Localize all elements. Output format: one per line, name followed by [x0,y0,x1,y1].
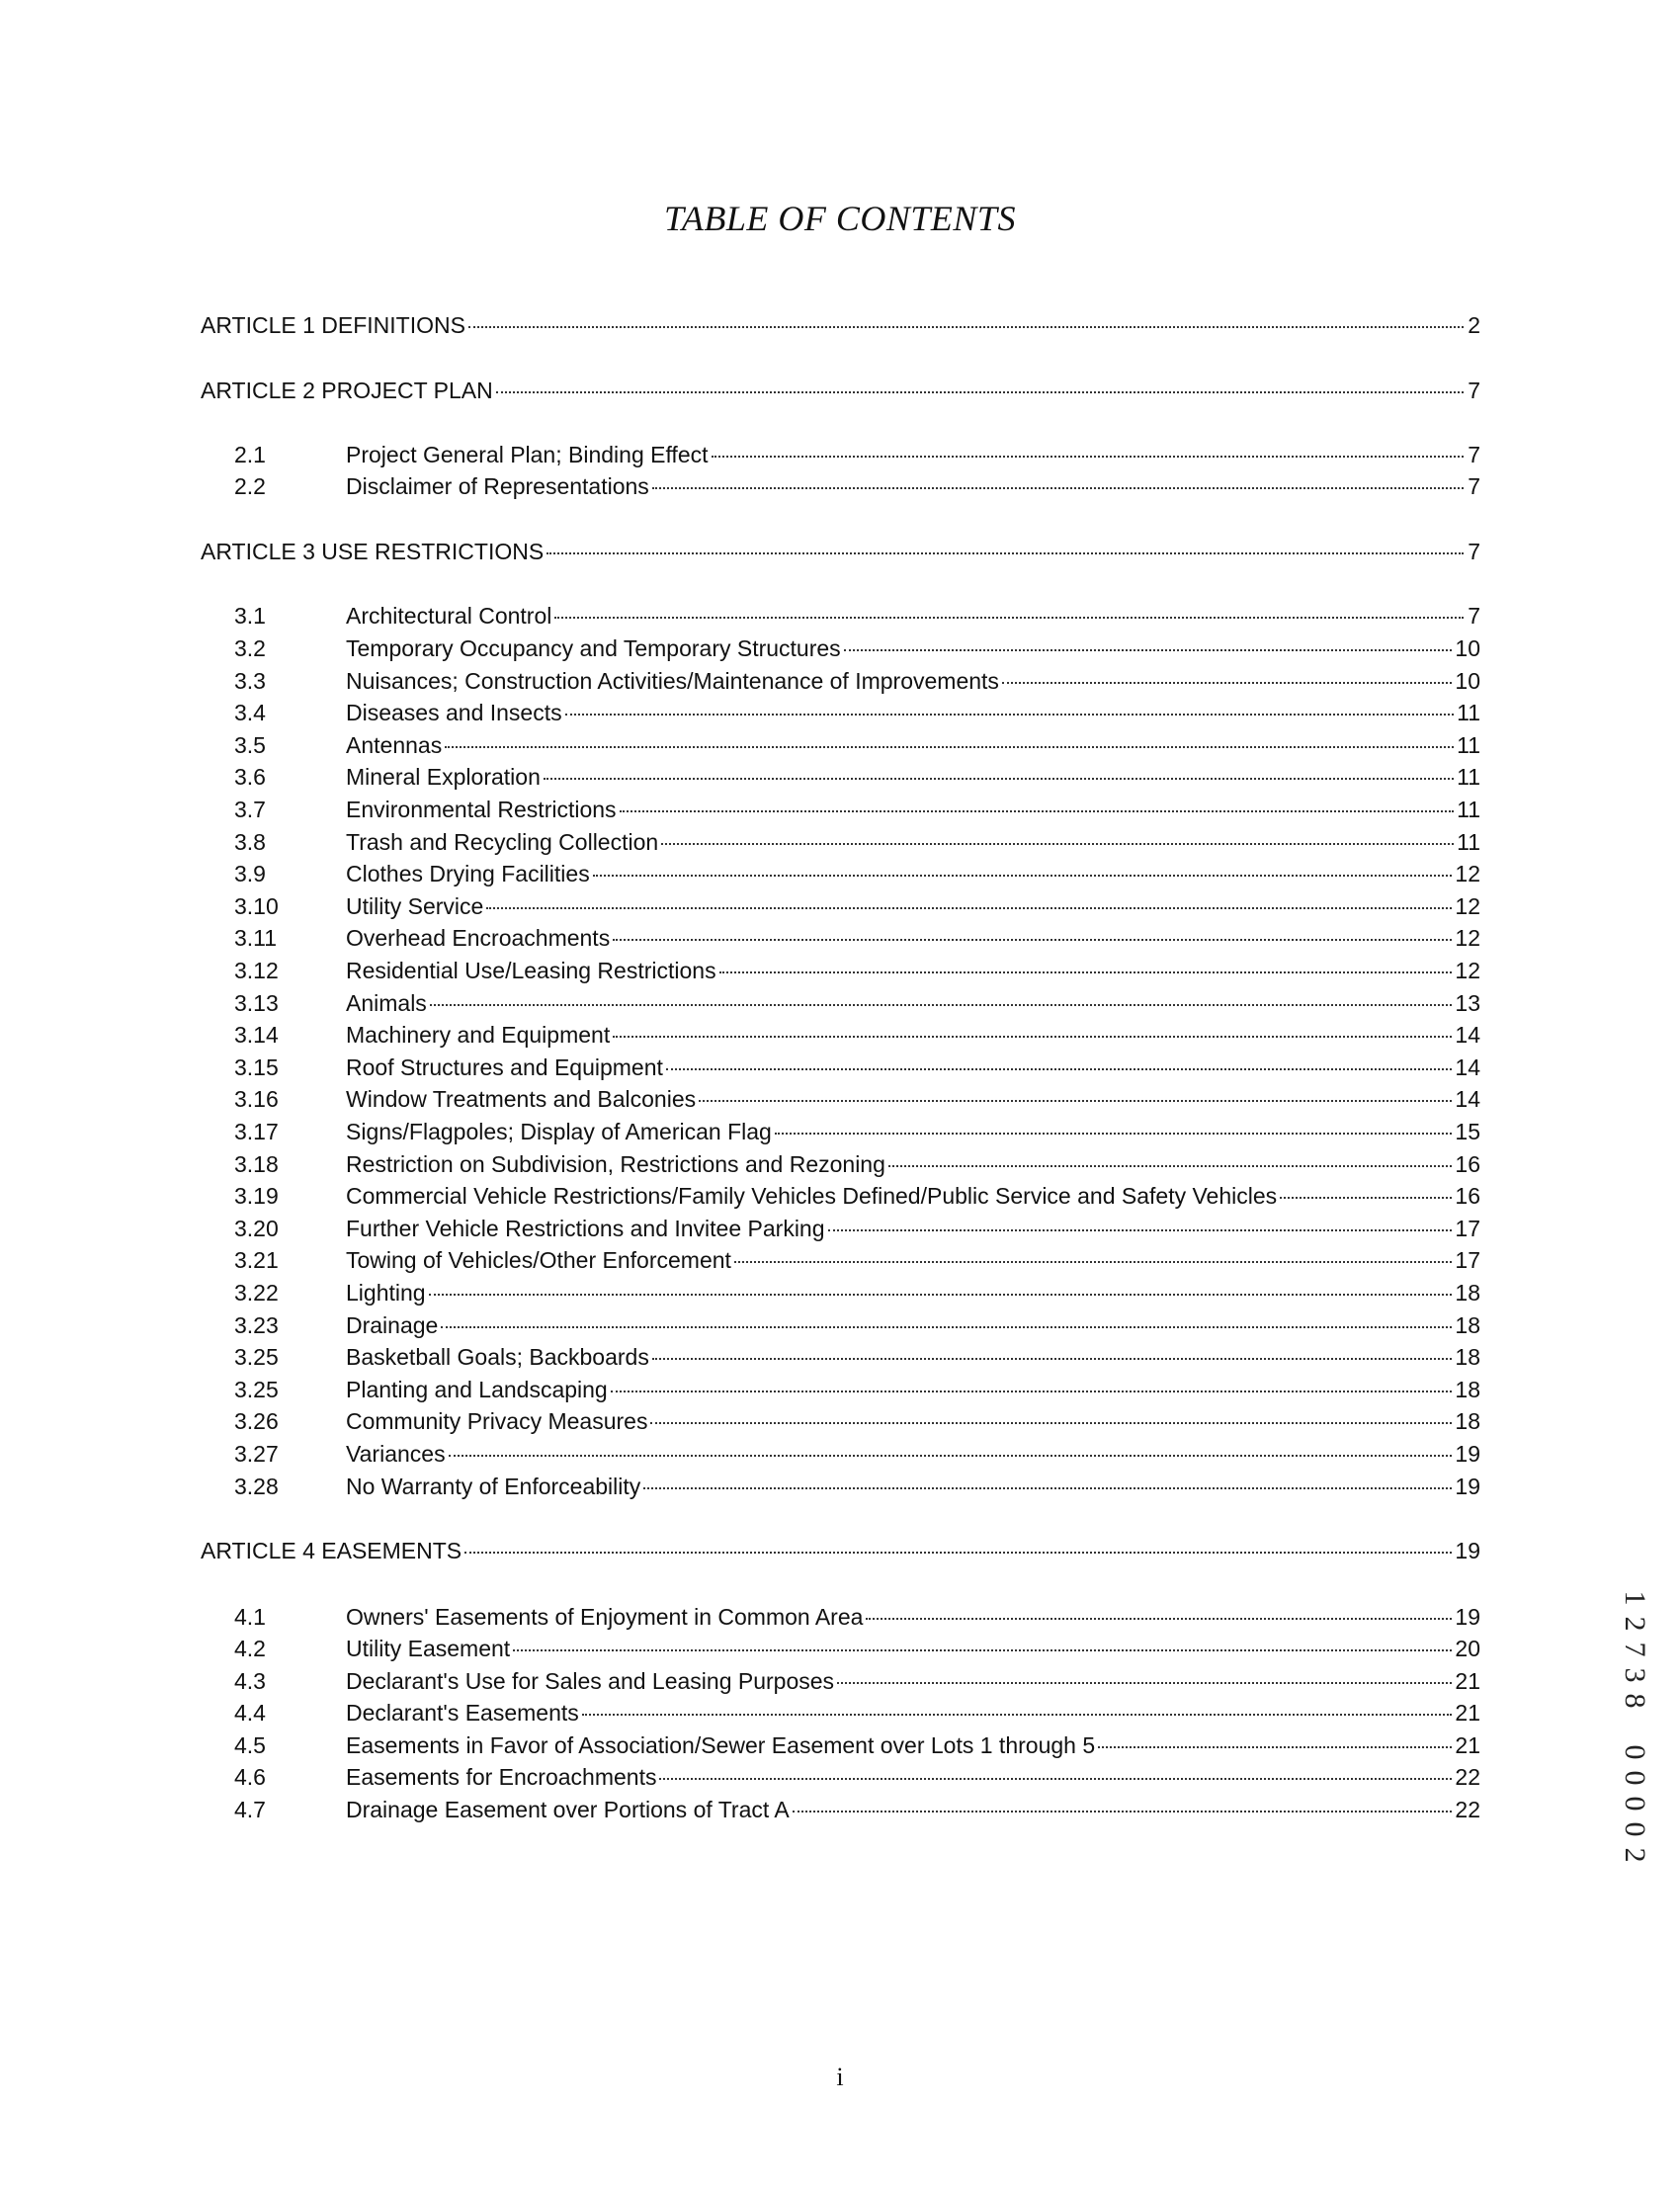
toc-section-number: 3.3 [234,668,266,694]
dot-leader [652,1358,1453,1360]
toc-entry [346,956,1480,985]
toc-label: Architectural Control [346,603,552,629]
toc-page-number: 14 [1455,1054,1480,1080]
toc-section-number: 2.2 [234,473,266,499]
dot-leader [441,1326,1452,1328]
toc-entry [346,1278,1480,1307]
toc-label: ARTICLE 1 DEFINITIONS [201,312,465,338]
toc-page-number: 7 [1468,378,1480,403]
dot-leader [613,1036,1452,1038]
dot-leader [712,456,1464,458]
toc-page-number: 7 [1468,539,1480,564]
toc-page-number: 22 [1455,1764,1480,1790]
toc-entry [346,698,1480,727]
toc-page-number: 20 [1455,1636,1480,1661]
page-number-footer: i [836,2063,844,2091]
toc-entry [346,1472,1480,1501]
dot-leader [486,907,1452,909]
toc-article-2 [0,376,1680,405]
dot-leader [496,391,1464,393]
stamp-digit: 1 [1619,1590,1651,1606]
dot-leader [661,843,1454,845]
dot-leader [554,617,1464,619]
toc-page-number: 19 [1455,1474,1480,1499]
dot-leader [544,778,1454,780]
dot-leader [1280,1197,1452,1199]
toc-section-number: 4.6 [234,1764,266,1790]
toc-page-number: 11 [1457,732,1480,758]
toc-label: Commercial Vehicle Restrictions/Family Vehicles Defined/Public Service and Safety Vehicles [346,1183,1278,1209]
toc-section-4-2 [0,1634,1680,1663]
toc-section-3-5 [0,730,1680,760]
dot-leader [650,1422,1452,1424]
toc-label: Drainage [346,1312,439,1338]
toc-entry [346,1375,1480,1404]
toc-section-3-18 [0,1149,1680,1179]
stamp-digit: 8 [1619,1693,1651,1709]
toc-section-number: 4.2 [234,1636,266,1661]
toc-page-number: 10 [1455,668,1480,694]
toc-entry [346,859,1480,888]
toc-label: Clothes Drying Facilities [346,861,590,886]
toc-section-3-16 [0,1084,1680,1114]
toc-section-4-3 [0,1666,1680,1696]
toc-section-number: 3.26 [234,1408,279,1434]
toc-article-1 [0,310,1680,340]
stamp-digit: 2 [1619,1847,1651,1863]
toc-section-number: 3.13 [234,990,279,1016]
toc-section-2-2 [0,471,1680,501]
toc-page-number: 19 [1455,1604,1480,1630]
stamp-digit: 2 [1619,1616,1651,1632]
toc-section-3-17 [0,1117,1680,1146]
toc-section-3-12 [0,956,1680,985]
toc-entry [346,1214,1480,1243]
toc-section-number: 3.25 [234,1344,279,1370]
toc-section-number: 3.1 [234,603,266,629]
toc-entry [346,1084,1480,1114]
toc-page-number: 21 [1455,1732,1480,1758]
toc-section-4-5 [0,1730,1680,1760]
toc-entry [346,1053,1480,1082]
toc-section-3-25-basketball [0,1342,1680,1372]
toc-label: Diseases and Insects [346,700,562,725]
toc-section-number: 3.5 [234,732,266,758]
dot-leader [659,1778,1452,1780]
toc-section-3-11 [0,923,1680,953]
toc-section-3-9 [0,859,1680,888]
toc-section-3-28 [0,1472,1680,1501]
toc-section-4-6 [0,1762,1680,1792]
toc-entry [346,1795,1480,1824]
toc-label: Owners' Easements of Enjoyment in Common Area [346,1604,864,1630]
toc-section-number: 3.14 [234,1022,279,1048]
toc-label: Planting and Landscaping [346,1377,608,1402]
toc-entry [346,1342,1480,1372]
toc-entry [346,730,1480,760]
dot-leader [620,810,1455,812]
toc-section-number: 3.9 [234,861,266,886]
dot-leader [449,1455,1453,1457]
stamp-digit: 7 [1619,1642,1651,1657]
toc-entry [346,762,1480,792]
toc-section-number: 3.22 [234,1280,279,1306]
toc-section-number: 4.1 [234,1604,266,1630]
toc-page-number: 10 [1455,635,1480,661]
toc-label: Lighting [346,1280,426,1306]
toc-page-number: 14 [1455,1086,1480,1112]
toc-section-3-20 [0,1214,1680,1243]
stamp-digit: 0 [1619,1744,1651,1760]
toc-page-number: 18 [1455,1377,1480,1402]
toc-entry [346,1020,1480,1050]
toc-label: Declarant's Use for Sales and Leasing Purposes [346,1668,835,1694]
toc-section-number: 3.11 [234,925,278,951]
toc-section-number: 3.23 [234,1312,279,1338]
toc-section-number: 3.4 [234,700,266,725]
dot-leader [429,1294,1453,1296]
toc-entry [346,1310,1480,1340]
toc-section-number: 2.1 [234,442,266,467]
toc-page-number: 11 [1457,764,1480,790]
dot-leader [611,1391,1453,1392]
toc-label: Machinery and Equipment [346,1022,611,1048]
toc-label: Variances [346,1441,446,1467]
toc-entry [346,1439,1480,1469]
toc-page-number: 2 [1468,312,1480,338]
toc-entry [346,795,1480,824]
toc-section-number: 3.15 [234,1054,279,1080]
toc-entry [346,633,1480,663]
dot-leader [513,1649,1452,1651]
toc-label: Disclaimer of Representations [346,473,649,499]
toc-section-number: 3.16 [234,1086,279,1112]
dot-leader [643,1487,1452,1489]
toc-label: Antennas [346,732,443,758]
toc-label: Mineral Exploration [346,764,541,790]
dot-leader [793,1811,1453,1813]
toc-section-3-3 [0,666,1680,696]
toc-label: Environmental Restrictions [346,797,617,822]
stamp-digit: 3 [1619,1667,1651,1683]
toc-page-number: 11 [1457,829,1480,855]
toc-article-3 [0,537,1680,566]
toc-section-number: 3.7 [234,797,266,822]
toc-section-3-8 [0,827,1680,857]
toc-page-number: 16 [1455,1151,1480,1177]
toc-section-number: 3.27 [234,1441,279,1467]
dot-leader [1098,1746,1452,1748]
toc-entry [346,1602,1480,1632]
toc-section-3-19 [0,1181,1680,1211]
toc-label: Signs/Flagpoles; Display of American Flag [346,1119,772,1144]
toc-page-number: 17 [1455,1216,1480,1241]
toc-label: No Warranty of Enforceability [346,1474,641,1499]
dot-leader [828,1229,1453,1231]
toc-label: Community Privacy Measures [346,1408,648,1434]
dot-leader [582,1714,1453,1716]
toc-section-3-2 [0,633,1680,663]
toc-entry [346,1181,1480,1211]
toc-entry [346,923,1480,953]
toc-entry [346,988,1480,1018]
dot-leader [652,487,1464,489]
toc-label: Basketball Goals; Backboards [346,1344,649,1370]
dot-leader [565,714,1454,716]
dot-leader [719,971,1453,973]
toc-section-4-7 [0,1795,1680,1824]
dot-leader [546,552,1464,554]
toc-page-number: 22 [1455,1797,1480,1822]
toc-section-3-21 [0,1245,1680,1275]
toc-label: Project General Plan; Binding Effect [346,442,709,467]
toc-label: Temporary Occupancy and Temporary Structures [346,635,841,661]
toc-entry [346,601,1480,631]
toc-page-number: 19 [1455,1441,1480,1467]
dot-leader [844,649,1453,651]
dot-leader [775,1133,1453,1135]
toc-section-number: 4.5 [234,1732,266,1758]
toc-page-number: 21 [1455,1700,1480,1726]
toc-label: Roof Structures and Equipment [346,1054,663,1080]
toc-entry [346,1245,1480,1275]
toc-section-number: 4.3 [234,1668,266,1694]
toc-section-3-4 [0,698,1680,727]
toc-section-number: 4.4 [234,1700,266,1726]
toc-page-number: 12 [1455,925,1480,951]
toc-section-number: 3.2 [234,635,266,661]
toc-page-number: 18 [1455,1344,1480,1370]
toc-label: Restriction on Subdivision, Restrictions and Rezoning [346,1151,885,1177]
toc-section-2-1 [0,440,1680,469]
toc-entry [346,1666,1480,1696]
dot-leader [464,1552,1452,1554]
toc-section-3-26 [0,1406,1680,1436]
recording-stamp [1619,1585,1651,1868]
toc-entry [346,1730,1480,1760]
toc-entry [346,1634,1480,1663]
toc-entry [201,376,1480,405]
toc-entry [201,537,1480,566]
dot-leader [430,1004,1453,1006]
toc-label: ARTICLE 2 PROJECT PLAN [201,378,493,403]
toc-section-number: 3.19 [234,1183,279,1209]
toc-section-3-13 [0,988,1680,1018]
toc-page-number: 19 [1455,1538,1480,1563]
toc-entry [201,1536,1480,1565]
toc-label: Drainage Easement over Portions of Tract A [346,1797,790,1822]
toc-page-number: 12 [1455,861,1480,886]
dot-leader [613,939,1452,941]
toc-label: Towing of Vehicles/Other Enforcement [346,1247,731,1273]
toc-label: Utility Easement [346,1636,511,1661]
toc-label: Easements in Favor of Association/Sewer Easement over Lots 1 through 5 [346,1732,1096,1758]
toc-section-3-25-planting [0,1375,1680,1404]
toc-page-number: 7 [1468,603,1480,629]
toc-section-number: 3.20 [234,1216,279,1241]
toc-label: Window Treatments and Balconies [346,1086,697,1112]
toc-entry [346,1149,1480,1179]
toc-section-3-27 [0,1439,1680,1469]
dot-leader [1002,682,1452,684]
toc-page-number: 21 [1455,1668,1480,1694]
toc-label: Further Vehicle Restrictions and Invitee Parking [346,1216,825,1241]
toc-page-number: 13 [1455,990,1480,1016]
toc-section-number: 3.17 [234,1119,279,1144]
toc-section-number: 3.18 [234,1151,279,1177]
toc-article-4 [0,1536,1680,1565]
toc-section-3-7 [0,795,1680,824]
toc-entry [346,1762,1480,1792]
toc-section-3-22 [0,1278,1680,1307]
toc-entry [346,1406,1480,1436]
toc-section-3-15 [0,1053,1680,1082]
toc-section-3-14 [0,1020,1680,1050]
toc-entry [346,1698,1480,1728]
page-title: TABLE OF CONTENTS [664,199,1016,238]
toc-label: Trash and Recycling Collection [346,829,659,855]
dot-leader [593,875,1453,877]
toc-section-number: 3.25 [234,1377,279,1402]
toc-section-3-10 [0,891,1680,921]
dot-leader [734,1261,1452,1263]
toc-section-4-1 [0,1602,1680,1632]
toc-page-number: 17 [1455,1247,1480,1273]
toc-label: Declarant's Easements [346,1700,579,1726]
toc-page-number: 14 [1455,1022,1480,1048]
toc-section-4-4 [0,1698,1680,1728]
toc-page-number: 16 [1455,1183,1480,1209]
stamp-digit: 0 [1619,1796,1651,1812]
toc-label: Easements for Encroachments [346,1764,657,1790]
toc-section-number: 3.10 [234,893,279,919]
toc-page-number: 7 [1468,442,1480,467]
toc-section-number: 3.12 [234,958,279,983]
toc-page-number: 15 [1455,1119,1480,1144]
dot-leader [837,1682,1452,1684]
dot-leader [445,746,1454,748]
toc-entry [346,891,1480,921]
toc-entry [346,827,1480,857]
toc-entry [346,440,1480,469]
dot-leader [666,1068,1453,1070]
stamp-digit: 0 [1619,1770,1651,1786]
toc-entry [346,666,1480,696]
toc-label: Nuisances; Construction Activities/Maintenance of Improvements [346,668,999,694]
toc-entry [201,310,1480,340]
toc-section-number: 3.6 [234,764,266,790]
toc-entry [346,471,1480,501]
toc-page-number: 11 [1457,797,1480,822]
toc-page-number: 12 [1455,893,1480,919]
toc-label: ARTICLE 4 EASEMENTS [201,1538,462,1563]
toc-label: Utility Service [346,893,484,919]
toc-section-number: 3.21 [234,1247,279,1273]
toc-page-number: 18 [1455,1408,1480,1434]
toc-section-3-23 [0,1310,1680,1340]
dot-leader [866,1618,1452,1620]
toc-section-3-1 [0,601,1680,631]
dot-leader [468,326,1464,328]
toc-section-3-6 [0,762,1680,792]
toc-section-number: 4.7 [234,1797,266,1822]
toc-page-number: 18 [1455,1312,1480,1338]
toc-section-number: 3.28 [234,1474,279,1499]
toc-label: Residential Use/Leasing Restrictions [346,958,716,983]
dot-leader [699,1100,1452,1102]
stamp-digit: 0 [1619,1821,1651,1837]
toc-page-number: 11 [1457,700,1480,725]
toc-label: Animals [346,990,427,1016]
toc-page-number: 12 [1455,958,1480,983]
toc-page-number: 18 [1455,1280,1480,1306]
toc-label: Overhead Encroachments [346,925,611,951]
toc-label: ARTICLE 3 USE RESTRICTIONS [201,539,545,564]
toc-page-number: 7 [1468,473,1480,499]
toc-entry [346,1117,1480,1146]
dot-leader [888,1165,1453,1167]
toc-section-number: 3.8 [234,829,266,855]
